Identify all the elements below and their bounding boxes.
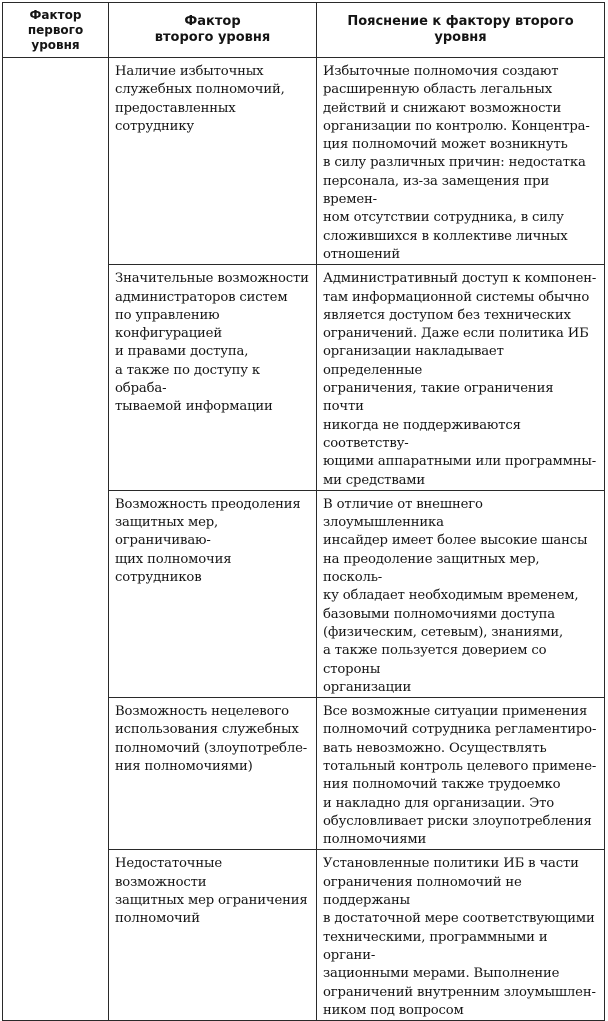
first-level-factor-cell: [3, 58, 109, 1021]
header-first-level-factor: Фактор первого уровня: [3, 3, 109, 58]
second-level-factor-cell: Наличие избыточных служебных полномочий, предоставленных сотруднику: [109, 58, 317, 265]
explanation-cell: Установленные политики ИБ в части ограничения полномочий не поддержаны в достаточной мере соответствующими техническими, программными и органи- зационными мерами. Выполнение ограничений внутренним злоумышлен- ником под вопросом: [317, 850, 605, 1021]
second-level-factor-cell: Возможность преодоления защитных мер, ограничиваю- щих полномочия сотрудников: [109, 490, 317, 697]
explanation-cell: В отличие от внешнего злоумышленника инсайдер имеет более высокие шансы на преодоление защитных мер, посколь- ку обладает необходимым временем, базовыми полномочиями доступа (физическим, сетевым), знаниями, а также пользуется доверием со стороны организации: [317, 490, 605, 697]
second-level-factor-cell: Значительные возможности администраторов систем по управлению конфигурацией и правами доступа, а также по доступу к обраба- тываемой информации: [109, 265, 317, 491]
header-explanation: Пояснение к фактору второго уровня: [317, 3, 605, 58]
explanation-cell: Все возможные ситуации применения полномочий сотрудника регламентиро- вать невозможно. Осуществлять тотальный контроль целевого примене- ния полномочий также трудоемко и накладно для организации. Это обусловливает риски злоупотребления полномочиями: [317, 698, 605, 850]
second-level-factor-cell: Недостаточные возможности защитных мер ограничения полномочий: [109, 850, 317, 1021]
second-level-factor-cell: Возможность нецелевого использования служебных полномочий (злоупотребле- ния полномочиями): [109, 698, 317, 850]
factors-table: [2, 2, 605, 1021]
explanation-cell: Избыточные полномочия создают расширенную область легальных действий и снижают возможности организации по контролю. Концентра- ция полномочий может возникнуть в силу различных причин: недостатка персонала, из-за замещения при времен- ном отсутствии сотрудника, в силу сложившихся в коллективе личных отношений: [317, 58, 605, 265]
table-row: [3, 58, 605, 265]
header-second-level-factor: Фактор второго уровня: [109, 3, 317, 58]
explanation-cell: Административный доступ к компонен- там информационной системы обычно является доступом без технических ограничений. Даже если политика ИБ организации накладывает определенные ограничения, такие ограничения почти никогда не поддерживаются соответству- ющими аппаратными или программны- ми средствами: [317, 265, 605, 491]
table-header-row: [3, 3, 605, 58]
